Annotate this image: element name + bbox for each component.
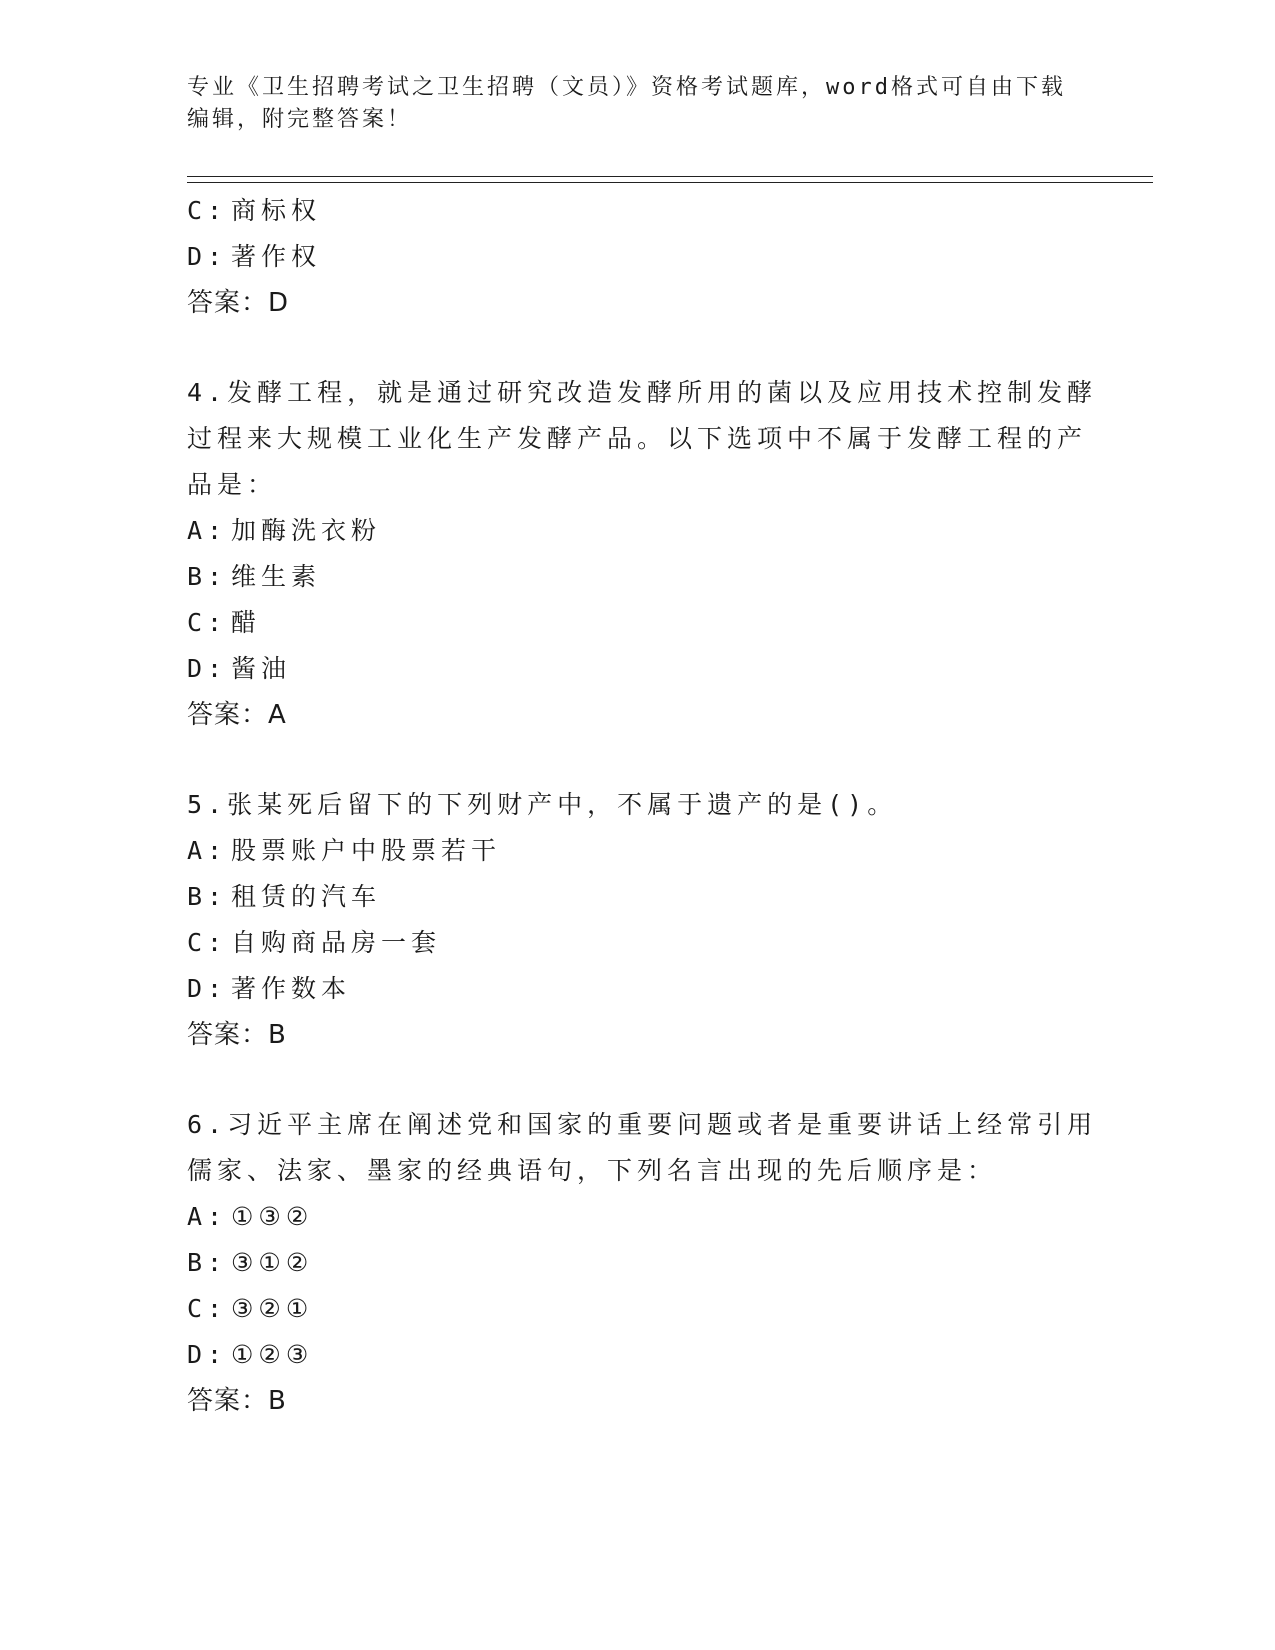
option-key: D: [187,242,228,271]
option-d [187,646,1067,692]
option-text: 著作数本 [231,974,352,1003]
option-key: C: [187,608,228,637]
option-text: 维生素 [231,562,322,591]
option-text: ③①② [231,1248,314,1277]
option-text: ①②③ [231,1340,314,1369]
option-text: 租赁的汽车 [231,882,382,911]
option-text: ③②① [231,1294,314,1323]
option-text: 商标权 [231,196,322,225]
option-text: 加酶洗衣粉 [231,516,382,545]
option-key: D: [187,1340,228,1369]
option-c [187,920,1067,966]
header-divider-top [187,176,1153,177]
answer-line: 答案：B [187,1020,287,1050]
option-key: D: [187,974,228,1003]
question-4 [187,370,1098,738]
option-text: 著作权 [231,242,322,271]
option-a [187,828,1067,874]
question-stem-line: 6.习近平主席在阐述党和国家的重要问题或者是重要讲话上经常引用 [187,1110,1098,1139]
option-c [187,188,1067,234]
answer-line: 答案：B [187,1386,287,1416]
option-d [187,1332,1067,1378]
option-a [187,508,1067,554]
option-key: B: [187,1248,228,1277]
question-6 [187,1102,1098,1424]
option-c [187,600,1067,646]
option-b [187,874,1067,920]
option-text: 酱油 [231,654,292,683]
option-key: A: [187,836,228,865]
option-b [187,554,1067,600]
option-key: C: [187,1294,228,1323]
question-list [187,188,1098,1424]
option-b [187,1240,1067,1286]
option-key: C: [187,196,228,225]
option-key: B: [187,562,228,591]
question-stem-line: 4.发酵工程，就是通过研究改造发酵所用的菌以及应用技术控制发酵 [187,378,1098,407]
question-stem-line: 5.张某死后留下的下列财产中，不属于遗产的是()。 [187,790,898,819]
option-text: 股票账户中股票若干 [231,836,502,865]
option-text: 自购商品房一套 [231,928,442,957]
option-text: 醋 [231,608,262,637]
option-key: C: [187,928,228,957]
question-stem-line: 过程来大规模工业化生产发酵产品。以下选项中不属于发酵工程的产 [187,424,1088,453]
option-text: ①③② [231,1202,314,1231]
document-header: 专业《卫生招聘考试之卫生招聘（文员）》资格考试题库，word格式可自由下载编辑，附完整答案！ [187,75,1066,132]
option-d [187,966,1067,1012]
option-key: D: [187,654,228,683]
option-c [187,1286,1067,1332]
option-key: B: [187,882,228,911]
question-stem-line: 儒家、法家、墨家的经典语句，下列名言出现的先后顺序是： [187,1156,998,1185]
question-3-continued [187,188,1067,326]
question-stem-line: 品是： [187,470,278,499]
option-a [187,1194,1067,1240]
answer-line: 答案：A [187,700,287,730]
question-5 [187,782,1067,1058]
option-key: A: [187,1202,228,1231]
answer-line: 答案：D [187,288,290,318]
header-divider-bottom [187,182,1153,183]
option-key: A: [187,516,228,545]
option-d [187,234,1067,280]
